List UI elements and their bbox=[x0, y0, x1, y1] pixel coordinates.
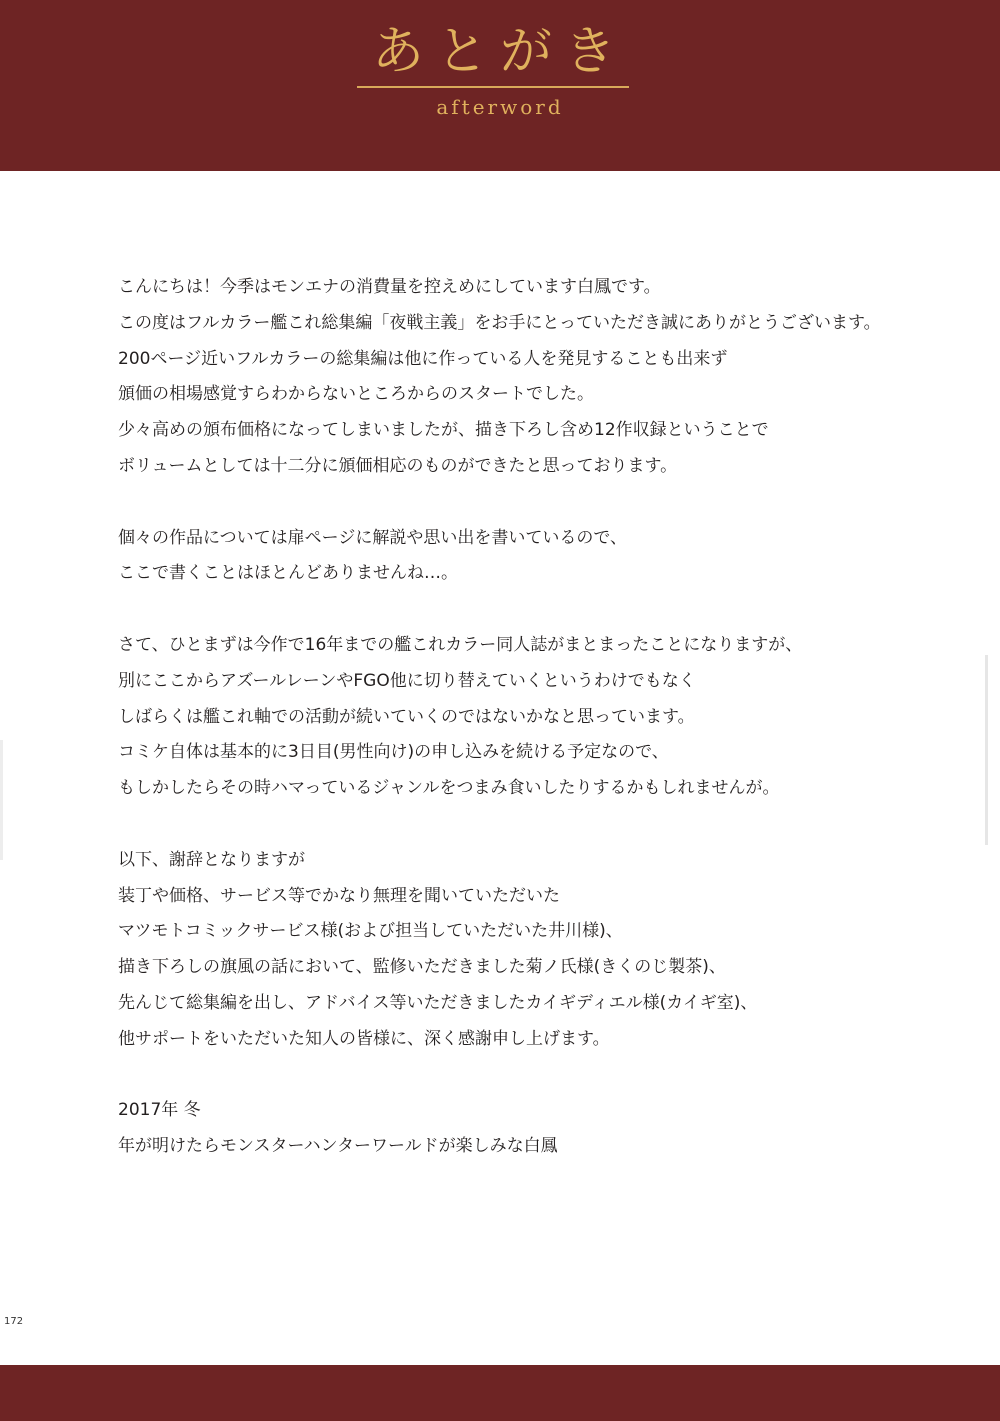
paragraph bbox=[118, 521, 958, 593]
text-line: 個々の作品については扉ページに解説や思い出を書いているので、 bbox=[118, 527, 627, 548]
text-line: もしかしたらその時ハマっているジャンルをつまみ食いしたりするかもしれませんが。 bbox=[118, 778, 780, 799]
scan-edge-mark bbox=[0, 740, 3, 860]
afterword-body bbox=[118, 270, 958, 1165]
paragraph bbox=[118, 628, 958, 807]
signature bbox=[118, 1093, 958, 1165]
page-number: 172 bbox=[4, 1316, 24, 1327]
text-line: ボリュームとしては十二分に頒価相応のものができたと思っております。 bbox=[118, 455, 678, 476]
footer-band bbox=[0, 1365, 1000, 1421]
paragraph-gap bbox=[118, 807, 958, 843]
paragraph-gap bbox=[118, 485, 958, 521]
text-line: こんにちは！今季はモンエナの消費量を控えめにしています白鳳です。 bbox=[118, 277, 661, 297]
text-line: ここで書くことはほとんどありませんね…。 bbox=[118, 563, 458, 584]
text-line: コミケ自体は基本的に3日目(男性向け)の申し込みを続ける予定なので、 bbox=[118, 742, 669, 763]
text-line: 描き下ろしの旗風の話において、監修いただきました菊ノ氏様(きくのじ製茶)、 bbox=[118, 957, 726, 978]
page-subtitle: afterword bbox=[436, 95, 564, 119]
header-band bbox=[0, 0, 1000, 171]
text-line: 頒価の相場感覚すらわからないところからのスタートでした。 bbox=[118, 384, 594, 405]
paragraph bbox=[118, 843, 958, 1058]
text-line: 少々高めの頒布価格になってしまいましたが、描き下ろし含め12作収録ということで bbox=[118, 420, 769, 441]
text-line: 他サポートをいただいた知人の皆様に、深く感謝申し上げます。 bbox=[118, 1028, 610, 1049]
text-line: 以下、謝辞となりますが bbox=[118, 849, 305, 870]
text-line: 装丁や価格、サービス等でかなり無理を聞いていただいた bbox=[118, 885, 560, 906]
text-line: しばらくは艦これ軸での活動が続いていくのではないかなと思っています。 bbox=[118, 706, 695, 727]
signature-date: 2017年 冬 bbox=[118, 1100, 201, 1121]
page-title: あとがき bbox=[371, 22, 628, 82]
text-line: 200ページ近いフルカラーの総集編は他に作っている人を発見することも出来ず bbox=[118, 348, 728, 369]
text-line: この度はフルカラー艦これ総集編「夜戦主義」をお手にとっていただき誠にありがとうございます。 bbox=[118, 312, 881, 333]
title-divider bbox=[357, 86, 629, 88]
scan-edge-mark bbox=[985, 655, 988, 845]
text-line: マツモトコミックサービス様(および担当していただいた井川様)、 bbox=[118, 921, 623, 942]
paragraph-gap bbox=[118, 592, 958, 628]
paragraph-gap bbox=[118, 1058, 958, 1094]
paragraph bbox=[118, 270, 958, 485]
text-line: 別にここからアズールレーンやFGO他に切り替えていくというわけでもなく bbox=[118, 670, 696, 691]
text-line: さて、ひとまずは今作で16年までの艦これカラー同人誌がまとまったことになりますが、 bbox=[118, 634, 803, 655]
signature-line: 年が明けたらモンスターハンターワールドが楽しみな白鳳 bbox=[118, 1136, 558, 1157]
text-line: 先んじて総集編を出し、アドバイス等いただきましたカイギディエル様(カイギ室)、 bbox=[118, 992, 758, 1013]
